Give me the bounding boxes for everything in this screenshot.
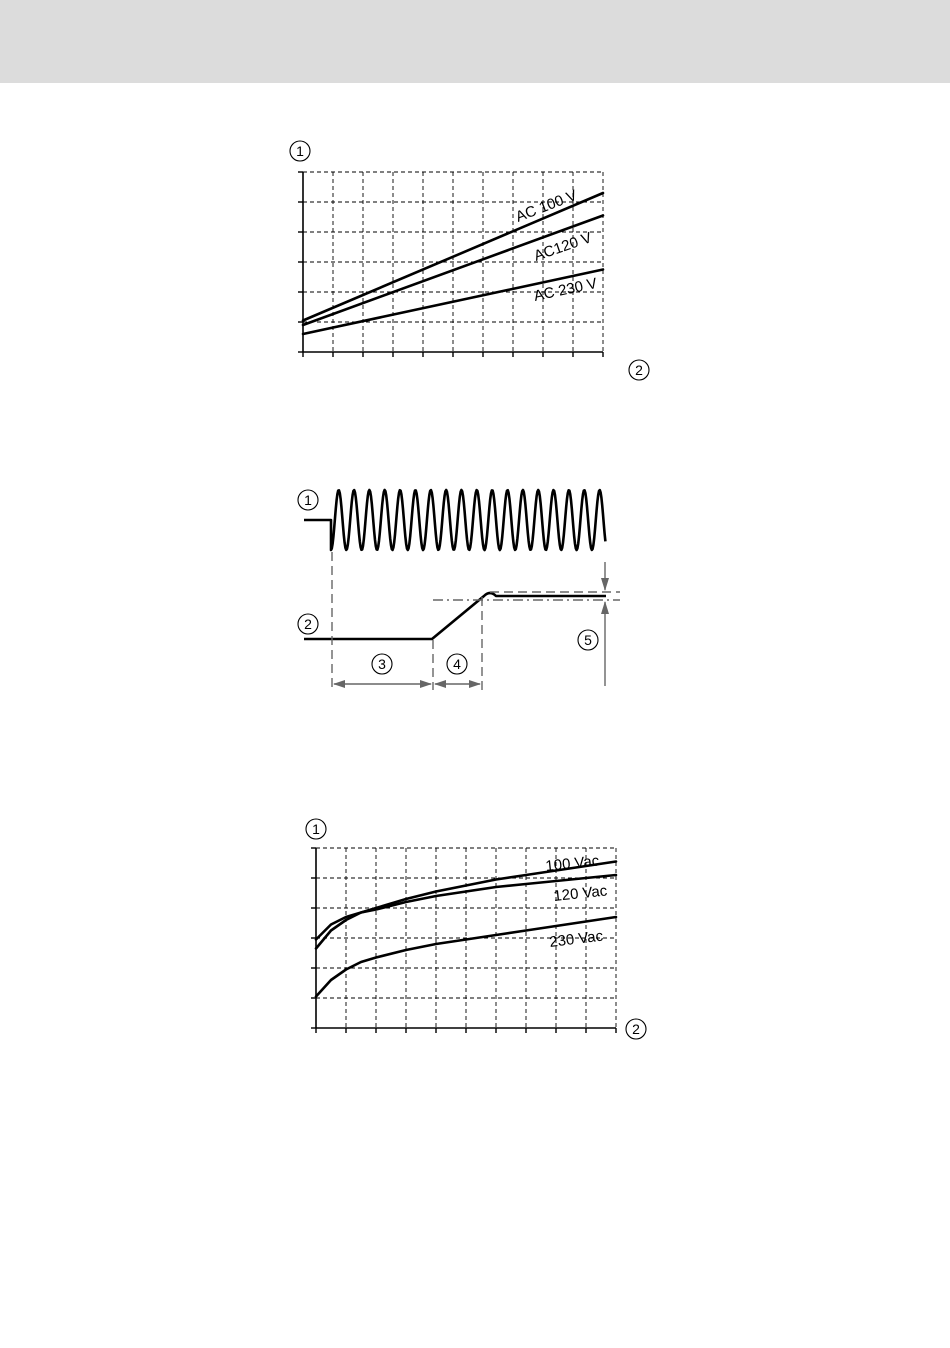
dimension-5-arrow-down [601,578,609,591]
series-label-ac100: AC 100 V [513,186,580,226]
series-label-120vac: 120 Vac [552,882,609,905]
callout-2-top-label: 2 [635,362,643,378]
callout-4-timing-label: 4 [453,656,461,672]
callout-1-top-label: 1 [296,143,304,159]
dimension-5-arrow-up [601,601,609,614]
callout-2-timing-label: 2 [304,616,312,632]
chart-top [0,135,950,385]
series-label-100vac: 100 Vac [544,852,601,875]
callout-1-top [290,141,310,161]
callout-1-timing-label: 1 [304,492,312,508]
callout-5-timing [578,630,598,650]
series-label-230vac: 230 Vac [548,927,605,951]
callout-3-timing [372,654,392,674]
callout-1-bottom-label: 1 [312,821,320,837]
callout-5-timing-label: 5 [584,632,592,648]
chart-bottom [0,812,950,1052]
series-label-ac230: AC 230 V [532,274,599,305]
callout-2-bottom [626,1019,646,1039]
callout-3-timing-label: 3 [378,656,386,672]
page-header-band [0,0,950,83]
callout-1-bottom [306,819,326,839]
dimension-4-arrow-right [469,680,481,688]
series-label-ac120: AC120 V [531,229,595,265]
callout-1-timing [298,490,318,510]
dimension-3-arrow-left [333,680,345,688]
callout-2-top [629,360,649,380]
signal-ac-input [304,490,605,550]
callout-2-timing [298,614,318,634]
callout-4-timing [447,654,467,674]
dimension-4-arrow-left [434,680,446,688]
timing-diagram [0,480,950,700]
callout-2-bottom-label: 2 [632,1021,640,1037]
dimension-3-arrow-right [420,680,432,688]
